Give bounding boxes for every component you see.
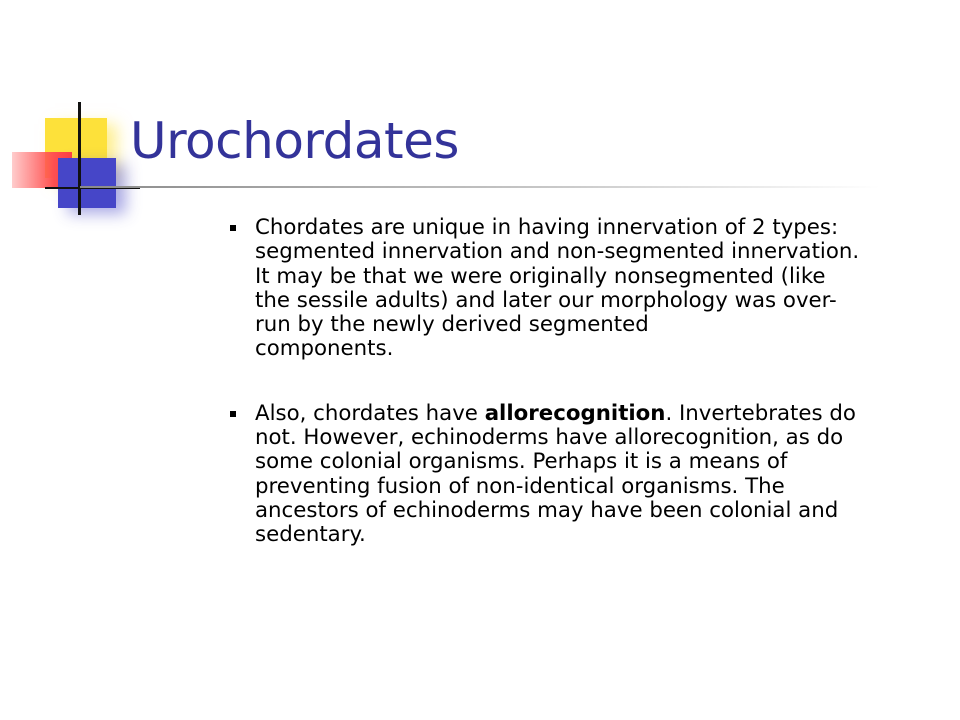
slide-title: Urochordates bbox=[130, 112, 459, 170]
bullet-line: segmented innervation and non-segmented innervation. bbox=[255, 239, 860, 265]
square-bullet-icon bbox=[230, 411, 236, 417]
bold-term-allorecognition: allorecognition bbox=[484, 400, 666, 426]
bullet-line: some colonial organisms. Perhaps it is a means of bbox=[255, 449, 788, 475]
bullet-line: preventing fusion of non-identical organisms. The bbox=[255, 473, 785, 499]
bullet-line: run by the newly derived segmented bbox=[255, 312, 649, 338]
square-bullet-icon bbox=[230, 225, 236, 231]
bullet-item-innervation bbox=[230, 216, 910, 362]
blue-square-decoration bbox=[58, 158, 116, 208]
title-underline-rule bbox=[80, 186, 880, 188]
bullet-line: not. However, echinoderms have allorecognition, as do bbox=[255, 425, 844, 451]
bullet-line bbox=[255, 402, 910, 426]
slide-body bbox=[230, 216, 910, 588]
bullet-line: sedentary. bbox=[255, 522, 366, 548]
decorative-squares-logo bbox=[0, 0, 140, 230]
bullet-text: . Invertebrates do bbox=[665, 400, 856, 426]
vertical-line-decoration bbox=[78, 102, 81, 215]
bullet-line: ancestors of echinoderms may have been colonial and bbox=[255, 497, 839, 523]
bullet-item-allorecognition bbox=[230, 402, 910, 548]
bullet-line: Chordates are unique in having innervation of 2 types: bbox=[255, 215, 839, 240]
bullet-line: the sessile adults) and later our morphology was over- bbox=[255, 287, 837, 313]
bullet-line: It may be that we were originally nonsegmented (like bbox=[255, 263, 826, 289]
bullet-text: Also, chordates have bbox=[255, 400, 485, 426]
bullet-line: components. bbox=[255, 336, 394, 362]
